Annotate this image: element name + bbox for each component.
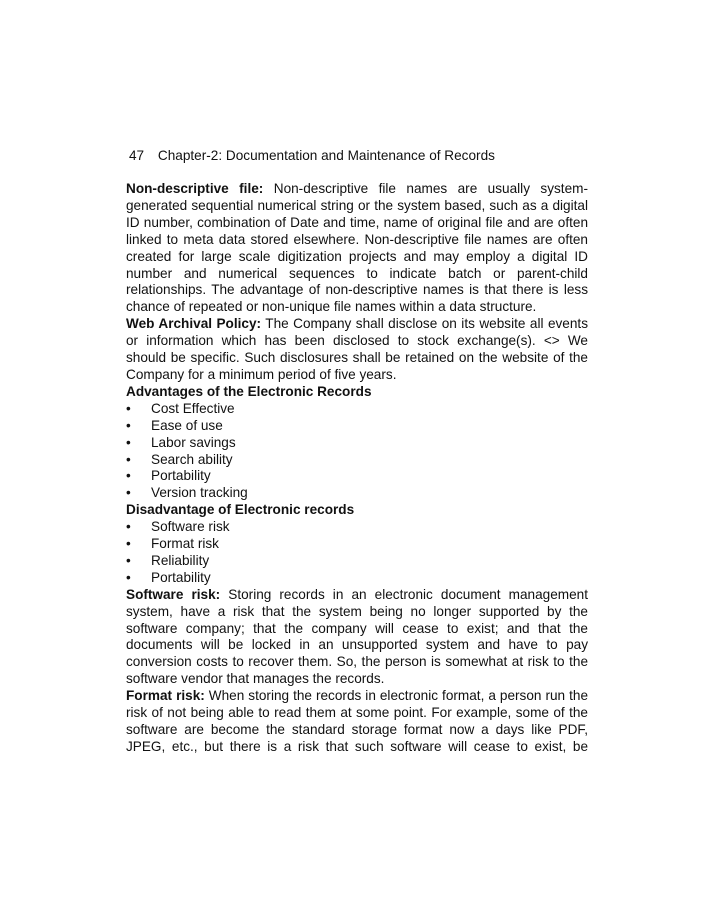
- paragraph-format-risk: [126, 688, 588, 756]
- term-non-descriptive-file: Non-descriptive file:: [126, 181, 264, 196]
- bullet-icon: •: [126, 434, 131, 450]
- bullet-icon: •: [126, 552, 131, 568]
- list-item: [126, 570, 588, 587]
- list-item: [126, 435, 588, 452]
- list-item: [126, 485, 588, 502]
- text-format-risk: When storing the records in electronic format, a person run the risk of not being able to read them at some point. For example, some of the software are become the standard storage format now a days like PDF, JPEG, etc., but there is a risk that such software will cease to exist, be: [126, 688, 588, 754]
- running-header: [129, 148, 599, 165]
- body-text: [126, 181, 588, 756]
- bullet-icon: •: [126, 519, 131, 535]
- term-format-risk: Format risk:: [126, 688, 205, 704]
- list-item-label: Format risk: [151, 536, 219, 552]
- term-software-risk: Software risk:: [126, 586, 221, 602]
- bullet-icon: •: [126, 569, 131, 585]
- chapter-title: Chapter-2: Documentation and Maintenance of Records: [157, 148, 495, 163]
- list-item-label: Labor savings: [151, 434, 236, 450]
- list-item-label: Reliability: [151, 552, 210, 568]
- bullet-icon: •: [126, 417, 131, 433]
- bullet-icon: •: [126, 468, 131, 484]
- list-item: [126, 536, 588, 553]
- bullet-icon: •: [126, 451, 131, 467]
- list-item: [126, 418, 588, 435]
- list-item-label: Portability: [151, 569, 211, 585]
- list-item: [126, 452, 588, 469]
- bullet-icon: •: [126, 536, 131, 552]
- list-item-label: Ease of use: [151, 417, 223, 433]
- bullet-icon: •: [126, 485, 131, 501]
- term-web-archival-policy: Web Archival Policy:: [126, 316, 262, 332]
- paragraph-non-descriptive-file: [126, 181, 588, 316]
- heading-advantages: Advantages of the Electronic Records: [126, 383, 372, 399]
- list-item-label: Software risk: [151, 519, 230, 535]
- list-item-label: Search ability: [151, 451, 233, 467]
- text-web-archival-policy: The Company shall disclose on its website all events or information which has been disclosed to stock exchange(s). <> We should be specific. Such disclosures shall be retained on the website of the Company for a minimum period of five years.: [126, 316, 588, 382]
- page-number: 47: [129, 148, 145, 163]
- bullet-icon: •: [126, 400, 131, 416]
- text-software-risk: Storing records in an electronic document management system, have a risk that the system being no longer supported by the software company; that the company will cease to exist; and that the documents will be locked in an unsupported system and have to pay conversion costs to recover them. So, the person is somewhat at risk to the software vendor that manages the records.: [126, 586, 588, 687]
- text-non-descriptive-file: Non-descriptive file names are usually system-generated sequential numerical string or the system based, such as a digital ID number, combination of Date and time, name of original file and are often linked to meta data stored elsewhere. Non-descriptive file names are often created for large scale digitization projects and may employ a digital ID number and numerical sequences to indicate batch or parent-child relationships. The advantage of non-descriptive names is that there is less chance of repeated or non-unique file names within a data structure.: [126, 181, 588, 315]
- paragraph-software-risk: [126, 587, 588, 688]
- heading-disadvantages: Disadvantage of Electronic records: [126, 502, 355, 518]
- list-item-label: Portability: [151, 468, 211, 484]
- advantages-list: [126, 401, 588, 502]
- list-item-label: Version tracking: [151, 485, 248, 501]
- list-item-label: Cost Effective: [151, 400, 235, 416]
- list-item: [126, 553, 588, 570]
- list-item: [126, 401, 588, 418]
- disadvantages-list: [126, 519, 588, 587]
- list-item: [126, 468, 588, 485]
- list-item: [126, 519, 588, 536]
- paragraph-web-archival-policy: [126, 316, 588, 384]
